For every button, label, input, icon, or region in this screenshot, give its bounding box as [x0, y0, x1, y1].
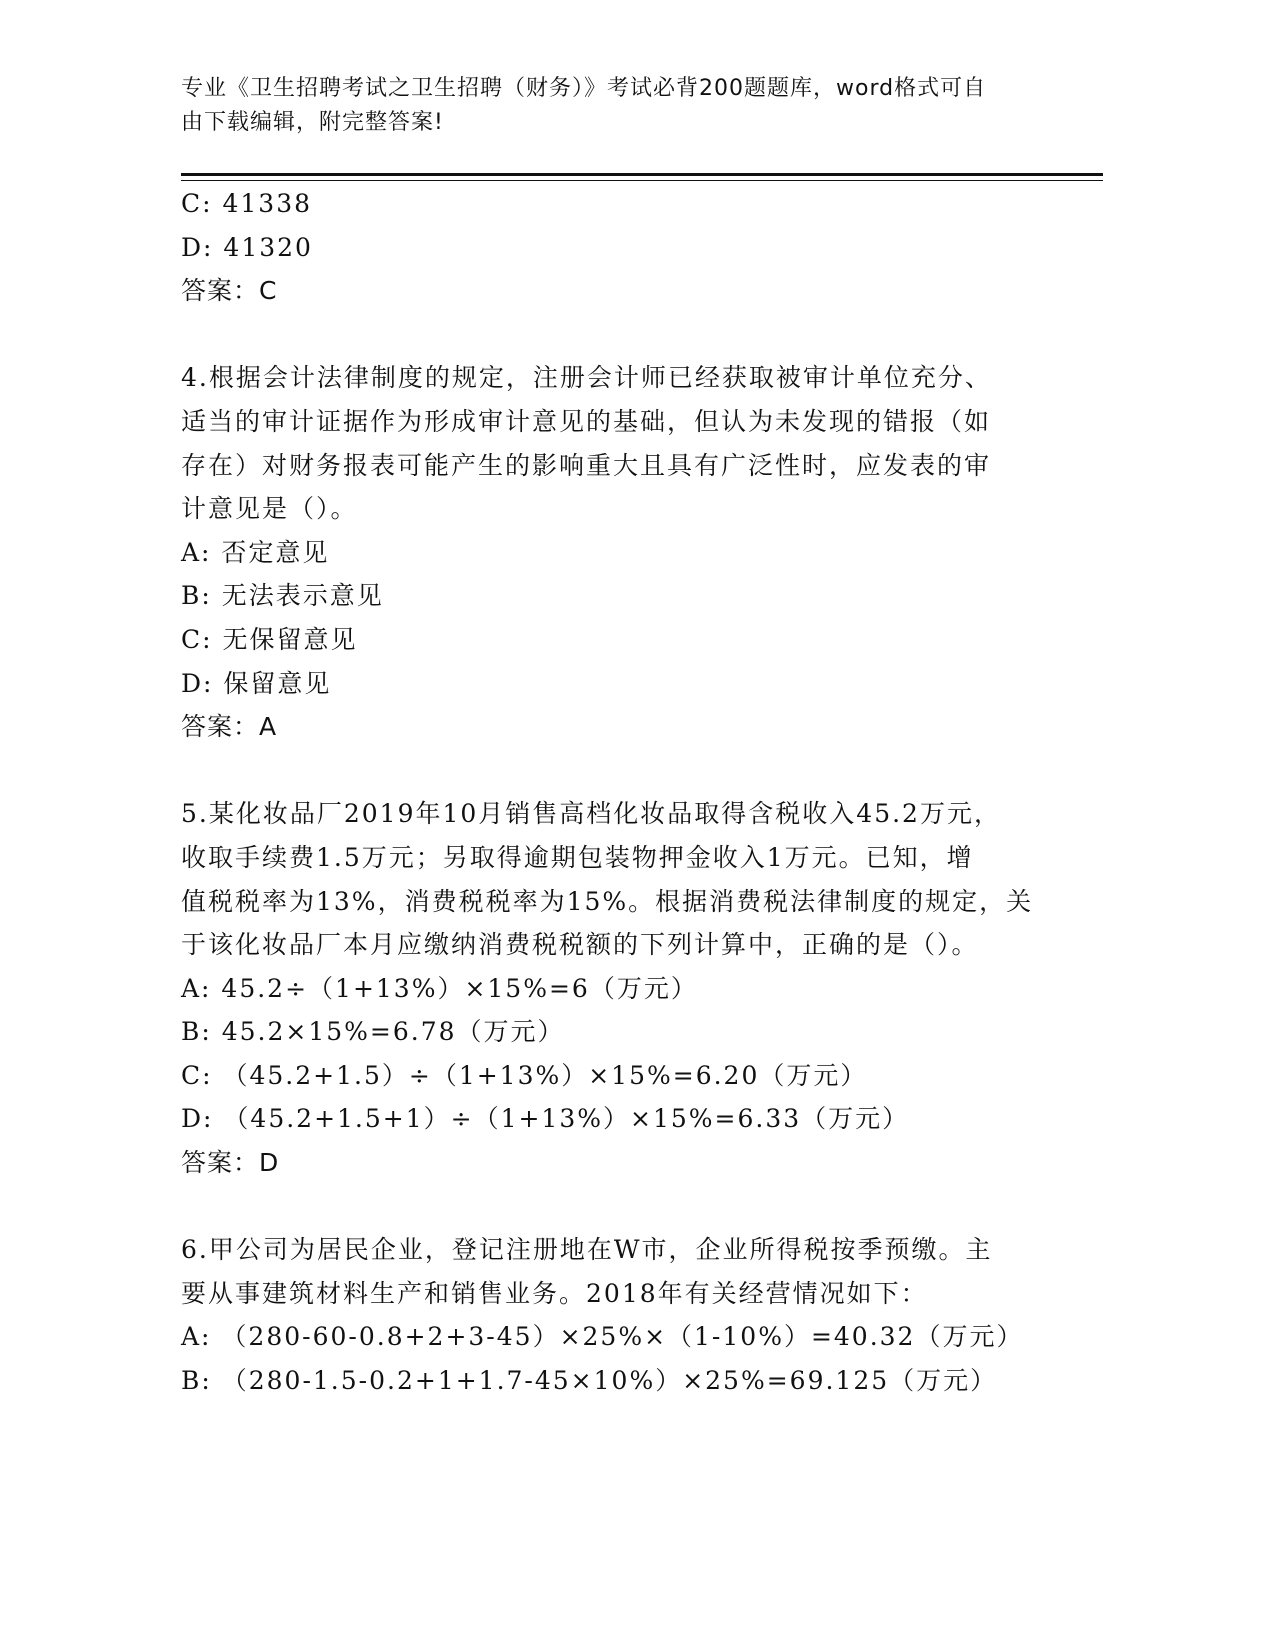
header-title-line1: 专业《卫生招聘考试之卫生招聘（财务）》考试必背200题题库，word格式可自	[181, 76, 987, 101]
option-c: C: （45.2+1.5）÷（1+13%）×15%=6.20（万元）	[181, 1060, 868, 1090]
question-text-line: 存在）对财务报表可能产生的影响重大且具有广泛性时，应发表的审	[181, 450, 992, 480]
header-title-line2: 由下载编辑，附完整答案!	[181, 110, 444, 135]
option-d: D: 41320	[181, 232, 313, 262]
document-header	[181, 72, 1041, 140]
spacer	[181, 749, 1061, 793]
question-5	[181, 792, 1061, 1184]
question-3	[181, 182, 1061, 313]
option-c: C: 41338	[181, 189, 313, 218]
option-c: C: 无保留意见	[181, 624, 358, 654]
option-a: A: 45.2÷（1+13%）×15%=6（万元）	[181, 973, 698, 1003]
option-b: B: （280-1.5-0.2+1+1.7-45×10%）×25%=69.125（万元）	[181, 1366, 998, 1396]
answer: 答案：A	[181, 712, 278, 742]
option-a: A: （280-60-0.8+2+3-45）×25%×（1-10%）=40.32（万元）	[181, 1322, 1024, 1352]
question-text-line: 值税税率为13%，消费税税率为15%。根据消费税法律制度的规定，关	[181, 886, 1034, 916]
option-b: B: 无法表示意见	[181, 581, 384, 611]
question-text-line: 4.根据会计法律制度的规定，注册会计师已经获取被审计单位充分、	[181, 363, 992, 393]
question-6	[181, 1228, 1061, 1402]
header-divider-thick	[181, 173, 1103, 176]
question-text-line: 于该化妆品厂本月应缴纳消费税税额的下列计算中，正确的是（）。	[181, 930, 979, 960]
spacer	[181, 313, 1061, 357]
spacer	[181, 1185, 1061, 1229]
document-body	[181, 182, 1061, 1403]
question-text-line: 计意见是（）。	[181, 494, 358, 524]
answer: 答案：D	[181, 1148, 280, 1178]
question-text-line: 6.甲公司为居民企业，登记注册地在W市，企业所得税按季预缴。主	[181, 1235, 993, 1265]
question-text-line: 适当的审计证据作为形成审计意见的基础，但认为未发现的错报（如	[181, 406, 992, 436]
question-text-line: 收取手续费1.5万元；另取得逾期包装物押金收入1万元。已知，增	[181, 842, 974, 872]
option-a: A: 否定意见	[181, 537, 330, 567]
question-text-line: 要从事建筑材料生产和销售业务。2018年有关经营情况如下：	[181, 1278, 928, 1308]
option-d: D: （45.2+1.5+1）÷（1+13%）×15%=6.33（万元）	[181, 1104, 910, 1134]
option-d: D: 保留意见	[181, 668, 332, 698]
header-divider-thin	[181, 180, 1103, 181]
answer: 答案：C	[181, 276, 278, 306]
question-text-line: 5.某化妆品厂2019年10月销售高档化妆品取得含税收入45.2万元，	[181, 799, 1001, 829]
question-4	[181, 356, 1061, 748]
option-b: B: 45.2×15%=6.78（万元）	[181, 1017, 565, 1047]
